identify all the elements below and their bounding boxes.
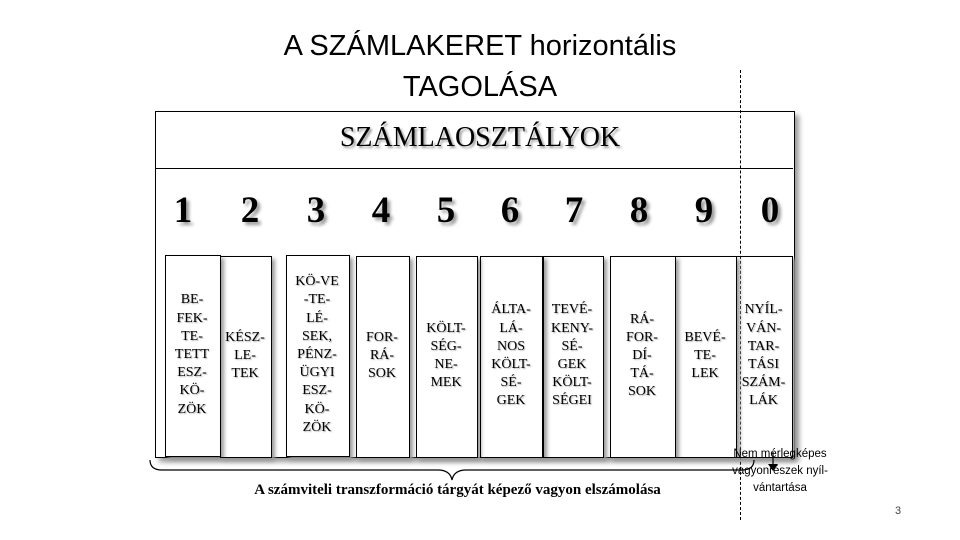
class-label-line: KENY- <box>551 320 593 336</box>
class-label-line: TE- <box>181 328 203 344</box>
class-label-line: SEK, <box>302 328 332 344</box>
note-line-2: vagyonrészek nyíl- <box>732 465 828 477</box>
class-label-line: GEK <box>496 393 526 409</box>
class-label-line: SZÁM- <box>741 375 786 391</box>
class-label-line: RÁ- <box>369 347 395 363</box>
class-number-2: 2 <box>240 190 260 231</box>
class-label-line: TAR- <box>747 338 780 354</box>
class-label-line: DÍ- <box>632 347 652 363</box>
class-number-4: 4 <box>371 190 391 231</box>
class-label-line: KÖLT- <box>491 357 531 372</box>
class-label-8 <box>610 311 674 402</box>
class-label-line: NOS <box>496 338 525 354</box>
class-label-line: ZÖK <box>177 401 207 417</box>
class-label-line: SÉGEI <box>552 393 592 409</box>
class-label-line: NE- <box>434 357 458 372</box>
class-label-line: GEK <box>557 357 587 372</box>
class-label-line: MEK <box>430 375 462 391</box>
off-balance-note <box>715 446 845 497</box>
class-label-5 <box>416 320 476 393</box>
class-label-line: FOR- <box>626 329 658 345</box>
class-label-3 <box>286 273 348 437</box>
title-line-1: A SZÁMLAKERET horizontális <box>283 30 677 62</box>
class-label-line: SOK <box>627 384 656 400</box>
class-label-line: TÁ- <box>630 366 654 382</box>
class-label-line: ESZ- <box>177 365 207 381</box>
class-label-4 <box>356 329 408 384</box>
class-label-line: SÉ- <box>500 375 522 391</box>
class-label-line: LÁ- <box>499 320 523 336</box>
class-label-2 <box>220 329 270 384</box>
class-number-0: 0 <box>760 190 780 231</box>
class-label-line: LEK <box>691 366 719 382</box>
class-label-line: ÜGYI <box>299 365 335 381</box>
class-label-line: NYÍL- <box>744 302 783 318</box>
class-label-9 <box>675 329 735 384</box>
class-label-0 <box>736 301 791 410</box>
title-line-2: TAGOLÁSA <box>402 71 558 103</box>
class-label-line: ESZ- <box>302 383 332 399</box>
class-label-line: TETT <box>174 346 210 362</box>
class-number-7: 7 <box>564 190 584 231</box>
note-line-1: Nem mérlegképes <box>733 448 827 460</box>
class-label-7 <box>542 301 602 410</box>
class-label-line: PÉNZ- <box>297 346 337 362</box>
class-label-line: KÉSZ- <box>225 329 265 345</box>
class-label-line: FOR- <box>366 329 398 345</box>
class-label-line: TEK <box>231 366 259 382</box>
class-label-line: BE- <box>180 292 204 308</box>
class-label-line: FEK- <box>176 310 208 326</box>
class-label-line: KÖLT- <box>552 375 592 391</box>
class-label-line: RÁ- <box>629 311 655 327</box>
class-label-line: LE- <box>234 347 256 363</box>
class-label-line: SÉG- <box>430 338 462 354</box>
class-number-8: 8 <box>629 190 649 231</box>
class-number-9: 9 <box>694 190 714 231</box>
header-label: SZÁMLAOSZTÁLYOK <box>339 122 621 153</box>
class-label-line: KÖ- <box>304 401 330 417</box>
class-number-5: 5 <box>436 190 456 231</box>
page-number: 3 <box>895 505 902 517</box>
class-number-6: 6 <box>500 190 520 231</box>
class-label-line: KÖLT- <box>426 320 466 336</box>
class-label-6 <box>480 301 542 410</box>
class-label-line: BEVÉ- <box>684 329 726 345</box>
class-label-line: KÖ-VE <box>295 274 339 290</box>
brace-caption: A számviteli transzformáció tárgyát képező vagyon elszámolása <box>254 482 661 498</box>
class-number-3: 3 <box>306 190 326 231</box>
class-label-line: VÁN- <box>746 320 781 336</box>
header-divider <box>155 168 793 169</box>
note-line-3: vántartása <box>753 482 807 494</box>
class-label-1 <box>165 291 219 418</box>
class-label-line: TÁSI <box>747 357 780 372</box>
class-label-line: KÖ- <box>179 383 205 399</box>
class-label-line: SOK <box>367 366 396 382</box>
class-number-1: 1 <box>173 190 193 231</box>
class-label-line: SÉ- <box>561 338 583 354</box>
class-label-line: TEVÉ- <box>551 302 593 318</box>
class-label-line: TE- <box>694 347 716 363</box>
class-label-line: ZÖK <box>302 419 332 435</box>
slide-title <box>180 26 780 108</box>
class-label-line: LÉ- <box>306 310 328 326</box>
class-label-line: LÁK <box>749 393 778 409</box>
brace-icon <box>148 458 756 484</box>
class-label-line: -TE- <box>303 292 331 308</box>
class-label-line: ÁLTA- <box>491 302 531 318</box>
